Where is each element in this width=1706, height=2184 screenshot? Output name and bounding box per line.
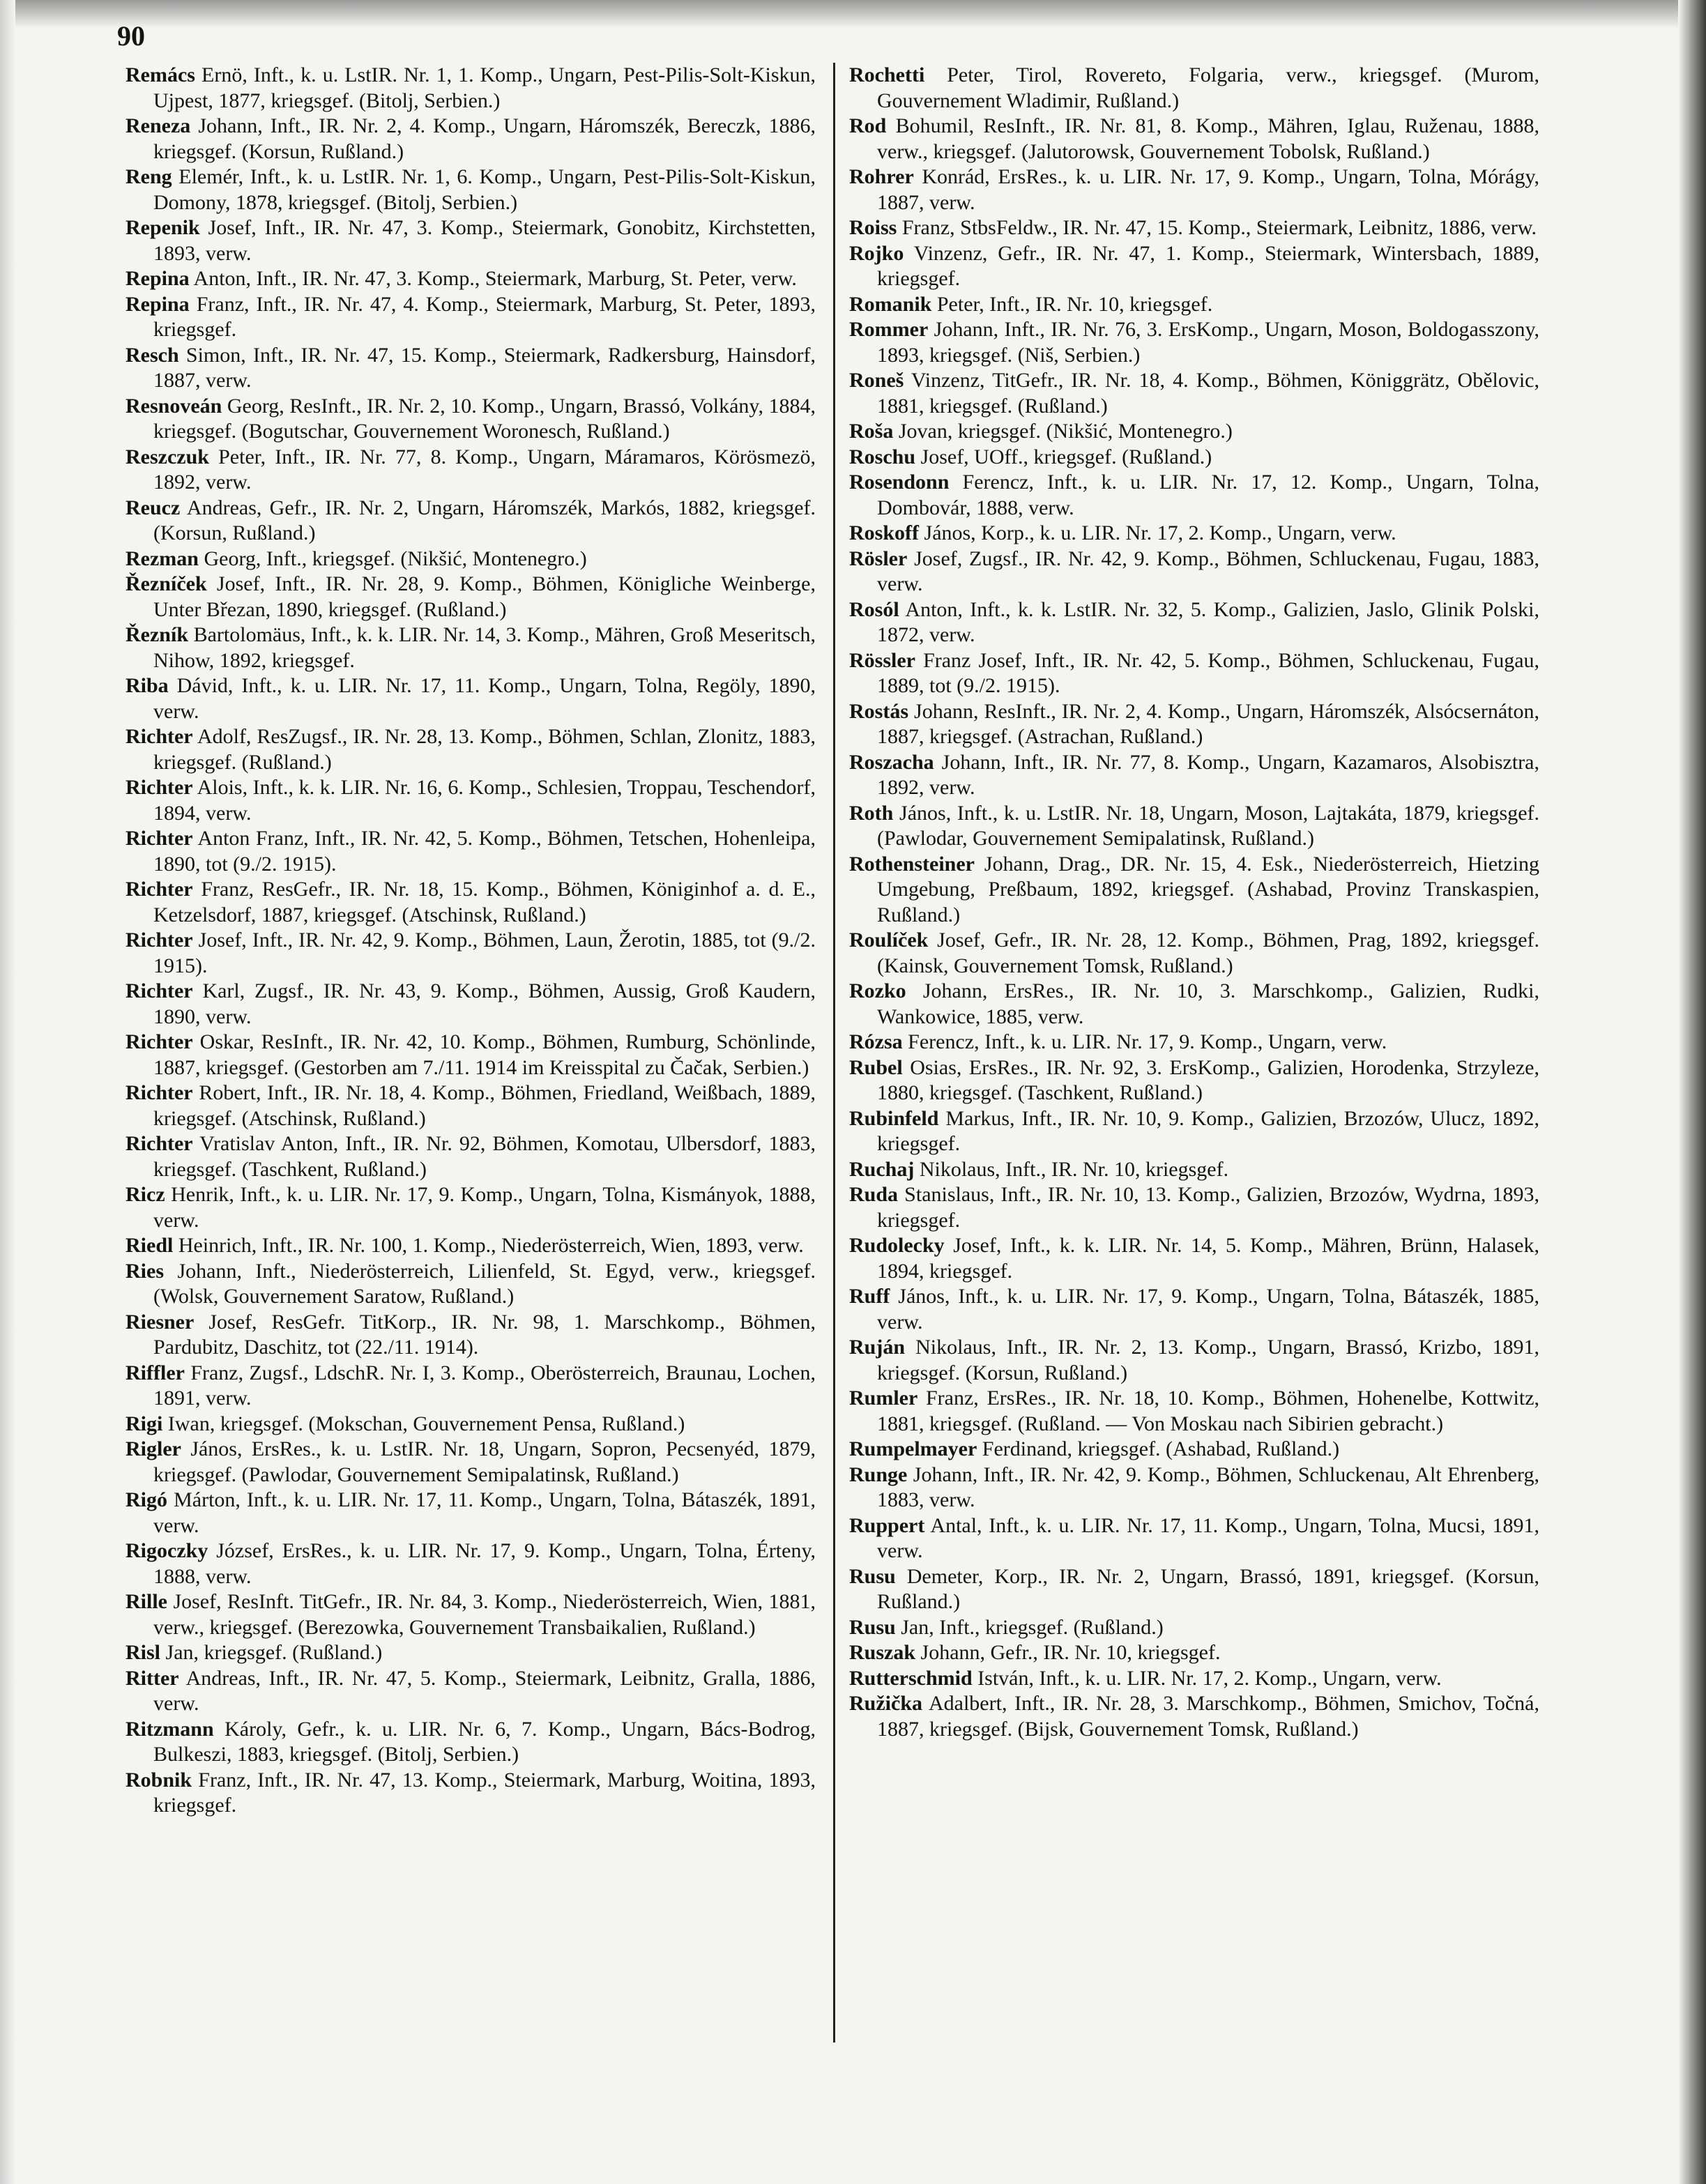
entry-details: Demeter, Korp., IR. Nr. 2, Ungarn, Brassó, 1891, kriegsgef. (Korsun, Rußland.) <box>877 1564 1539 1613</box>
entry-surname: Rösler <box>849 547 908 570</box>
entry-details: Johann, ResInft., IR. Nr. 2, 4. Komp., Ungarn, Háromszék, Alsócsernáton, 1887, kriegsgef. (Astrachan, Rußland.) <box>877 699 1539 748</box>
casualty-entry <box>849 241 1539 292</box>
casualty-entry <box>125 343 816 394</box>
entry-surname: Rudolecky <box>849 1234 945 1257</box>
entry-details: Johann, Drag., DR. Nr. 15, 4. Esk., Niederösterreich, Hietzing Umgebung, Preßbaum, 1892, kriegsgef. (Ashabad, Provinz Transkaspien, Rußland.) <box>877 852 1539 926</box>
casualty-entry <box>125 1361 816 1412</box>
entry-details: János, Korp., k. u. LIR. Nr. 17, 2. Komp., Ungarn, verw. <box>924 521 1396 544</box>
casualty-entry <box>125 1259 816 1310</box>
casualty-entry <box>849 521 1539 547</box>
casualty-entry <box>125 1412 816 1437</box>
casualty-entry <box>125 445 816 496</box>
entry-details: Henrik, Inft., k. u. LIR. Nr. 17, 9. Komp., Ungarn, Tolna, Kismányok, 1888, verw. <box>153 1183 816 1232</box>
casualty-entry <box>125 1131 816 1182</box>
entry-details: Franz, Inft., IR. Nr. 47, 13. Komp., Steiermark, Marburg, Woitina, 1893, kriegsgef. <box>153 1768 816 1817</box>
casualty-entry <box>849 419 1539 445</box>
entry-surname: Ruff <box>849 1285 890 1308</box>
entry-surname: Risl <box>125 1641 161 1664</box>
entry-details: Karl, Zugsf., IR. Nr. 43, 9. Komp., Böhmen, Aussig, Groß Kaudern, 1890, verw. <box>153 979 816 1028</box>
entry-surname: Riffler <box>125 1361 185 1384</box>
entry-details: Nikolaus, Inft., IR. Nr. 10, kriegsgef. <box>919 1157 1229 1181</box>
casualty-entry <box>849 597 1539 648</box>
entry-details: Ferencz, Inft., k. u. LIR. Nr. 17, 9. Komp., Ungarn, verw. <box>908 1030 1387 1053</box>
entry-details: Osias, ErsRes., IR. Nr. 92, 3. ErsKomp., Galizien, Horodenka, Strzyleze, 1880, kriegsgef. (Taschkent, Rußland.) <box>877 1055 1539 1104</box>
casualty-entry <box>125 623 816 673</box>
entry-details: Markus, Inft., IR. Nr. 10, 9. Komp., Galizien, Brzozów, Ulucz, 1892, kriegsgef. <box>877 1106 1539 1155</box>
entry-details: Johann, Inft., IR. Nr. 76, 3. ErsKomp., Ungarn, Moson, Boldogasszony, 1893, kriegsgef. (Niš, Serbien.) <box>877 318 1539 367</box>
entry-surname: Řezník <box>125 623 188 646</box>
entry-details: Vratislav Anton, Inft., IR. Nr. 92, Böhmen, Komotau, Ulbersdorf, 1883, kriegsgef. (Taschkent, Rußland.) <box>153 1132 816 1181</box>
casualty-entry <box>849 1106 1539 1157</box>
entry-surname: Resnoveán <box>125 394 222 418</box>
entry-details: István, Inft., k. u. LIR. Nr. 17, 2. Komp., Ungarn, verw. <box>977 1666 1442 1690</box>
entry-details: Ferencz, Inft., k. u. LIR. Nr. 17, 12. Komp., Ungarn, Tolna, Dombovár, 1888, verw. <box>877 471 1539 519</box>
casualty-entry <box>125 292 816 343</box>
entry-surname: Rezman <box>125 547 199 570</box>
entry-details: Andreas, Inft., IR. Nr. 47, 5. Komp., Steiermark, Leibnitz, Gralla, 1886, verw. <box>153 1666 816 1715</box>
entry-surname: Rózsa <box>849 1030 903 1053</box>
entry-details: Simon, Inft., IR. Nr. 47, 15. Komp., Steiermark, Radkersburg, Hainsdorf, 1887, verw. <box>153 343 816 392</box>
entry-surname: Reneza <box>125 114 191 137</box>
entry-surname: Rigó <box>125 1488 167 1511</box>
casualty-entry <box>849 979 1539 1030</box>
scan-shadow-top <box>0 0 1706 28</box>
entry-details: Johann, ErsRes., IR. Nr. 10, 3. Marschkomp., Galizien, Rudki, Wankowice, 1885, verw. <box>877 979 1540 1028</box>
entry-surname: Richter <box>125 725 193 748</box>
entry-details: János, ErsRes., k. u. LstIR. Nr. 18, Ungarn, Sopron, Pecsenyéd, 1879, kriegsgef. (Pawlodar, Gouvernement Semipalatinsk, Rußland.) <box>153 1437 816 1486</box>
entry-surname: Rohrer <box>849 165 914 188</box>
entry-surname: Roneš <box>849 369 904 392</box>
entry-details: Josef, Zugsf., IR. Nr. 42, 9. Komp., Böhmen, Schluckenau, Fugau, 1883, verw. <box>877 547 1539 595</box>
entry-surname: Rutterschmid <box>849 1666 973 1690</box>
entry-details: Josef, Inft., IR. Nr. 28, 9. Komp., Böhmen, Königliche Weinberge, Unter Březan, 1890, kriegsgef. (Rußland.) <box>153 572 816 621</box>
casualty-entry <box>125 1666 816 1717</box>
entry-details: Johann, Gefr., IR. Nr. 10, kriegsgef. <box>920 1641 1221 1664</box>
entry-surname: Richter <box>125 878 193 901</box>
entry-surname: Roša <box>849 420 894 443</box>
entry-details: Jan, kriegsgef. (Rußland.) <box>165 1641 383 1664</box>
entry-surname: Ruchaj <box>849 1157 915 1181</box>
casualty-entry <box>849 1691 1539 1742</box>
entry-surname: Ruda <box>849 1183 899 1206</box>
entry-surname: Rozko <box>849 979 906 1002</box>
entry-surname: Richter <box>125 979 193 1002</box>
entry-details: Alois, Inft., k. k. LIR. Nr. 16, 6. Komp., Schlesien, Troppau, Teschendorf, 1894, verw. <box>153 776 816 825</box>
column-divider <box>833 63 835 2042</box>
entry-details: Robert, Inft., IR. Nr. 18, 4. Komp., Böhmen, Friedland, Weißbach, 1889, kriegsgef. (Atschinsk, Rußland.) <box>153 1081 816 1130</box>
casualty-entry <box>849 317 1539 368</box>
entry-details: Ernö, Inft., k. u. LstIR. Nr. 1, 1. Komp., Ungarn, Pest-Pilis-Solt-Kiskun, Ujpest, 1877, kriegsgef. (Bitolj, Serbien.) <box>153 63 816 112</box>
entry-surname: Robnik <box>125 1768 192 1792</box>
scan-shadow-left <box>0 0 15 2184</box>
entry-details: Anton, Inft., k. k. LstIR. Nr. 32, 5. Komp., Galizien, Jaslo, Glinik Polski, 1872, verw. <box>877 597 1539 646</box>
casualty-entry <box>849 1513 1539 1564</box>
entry-surname: Roulíček <box>849 929 929 952</box>
casualty-entry <box>849 1437 1539 1463</box>
entry-surname: Richter <box>125 827 193 850</box>
entry-surname: Rubel <box>849 1055 903 1079</box>
casualty-entry <box>125 215 816 266</box>
entry-surname: Ruppert <box>849 1513 925 1537</box>
entry-surname: Repina <box>125 292 190 316</box>
entry-details: Heinrich, Inft., IR. Nr. 100, 1. Komp., Niederösterreich, Wien, 1893, verw. <box>178 1234 804 1257</box>
casualty-entry <box>125 1437 816 1488</box>
entry-details: Peter, Inft., IR. Nr. 77, 8. Komp., Ungarn, Máramaros, Körösmezö, 1892, verw. <box>153 445 816 494</box>
entry-surname: Richter <box>125 929 193 952</box>
entry-surname: Rössler <box>849 648 915 672</box>
entry-details: Josef, Gefr., IR. Nr. 28, 12. Komp., Böhmen, Prag, 1892, kriegsgef. (Kainsk, Gouvernement Tomsk, Rußland.) <box>877 929 1539 977</box>
entry-details: Nikolaus, Inft., IR. Nr. 2, 13. Komp., Ungarn, Brassó, Krizbo, 1891, kriegsgef. (Korsun, Rußland.) <box>877 1336 1540 1384</box>
entry-surname: Reucz <box>125 496 181 519</box>
casualty-entry <box>849 1157 1539 1183</box>
entry-surname: Romanik <box>849 292 932 316</box>
entry-surname: Richter <box>125 1030 193 1053</box>
casualty-entry <box>849 114 1539 165</box>
entry-surname: Ružička <box>849 1692 922 1715</box>
entry-details: Antal, Inft., k. u. LIR. Nr. 17, 11. Komp., Ungarn, Tolna, Mucsi, 1891, verw. <box>877 1513 1539 1562</box>
entry-surname: Richter <box>125 776 193 799</box>
entry-details: Johann, Inft., Niederösterreich, Lilienfeld, St. Egyd, verw., kriegsgef. (Wolsk, Gouvernement Saratow, Rußland.) <box>153 1259 816 1308</box>
casualty-entry <box>849 1335 1539 1386</box>
left-column <box>125 63 816 1819</box>
entry-surname: Riba <box>125 674 169 697</box>
entry-details: Stanislaus, Inft., IR. Nr. 10, 13. Komp., Galizien, Brzozów, Wydrna, 1893, kriegsgef. <box>877 1183 1540 1232</box>
entry-details: Georg, ResInft., IR. Nr. 2, 10. Komp., Ungarn, Brassó, Volkány, 1884, kriegsgef. (Bogutschar, Gouvernement Woronesch, Rußland.) <box>153 394 816 443</box>
casualty-entry <box>849 1284 1539 1335</box>
entry-details: Oskar, ResInft., IR. Nr. 42, 10. Komp., Böhmen, Rumburg, Schönlinde, 1887, kriegsgef. (Gestorben am 7./11. 1914 im Kreisspital zu Čačak, Serbien.) <box>153 1030 816 1079</box>
entry-details: Adalbert, Inft., IR. Nr. 28, 3. Marschkomp., Böhmen, Smichov, Točná, 1887, kriegsgef. (Bijsk, Gouvernement Tomsk, Rußland.) <box>877 1692 1539 1741</box>
entry-surname: Rumler <box>849 1387 918 1410</box>
entry-details: Elemér, Inft., k. u. LstIR. Nr. 1, 6. Komp., Ungarn, Pest-Pilis-Solt-Kiskun, Domony, 1878, kriegsgef. (Bitolj, Serbien.) <box>153 165 816 214</box>
entry-surname: Rigi <box>125 1412 163 1435</box>
entry-surname: Rumpelmayer <box>849 1437 977 1460</box>
casualty-entry <box>125 775 816 826</box>
casualty-entry <box>125 673 816 724</box>
casualty-entry <box>125 979 816 1030</box>
entry-details: Johann, Inft., IR. Nr. 77, 8. Komp., Ungarn, Kazamaros, Alsobisztra, 1892, verw. <box>877 750 1539 799</box>
entry-surname: Roiss <box>849 216 897 239</box>
casualty-entry <box>849 1055 1539 1106</box>
entry-surname: Ruján <box>849 1336 906 1359</box>
entry-surname: Rille <box>125 1590 167 1613</box>
entry-details: Márton, Inft., k. u. LIR. Nr. 17, 11. Komp., Ungarn, Tolna, Bátaszék, 1891, verw. <box>153 1488 816 1537</box>
entry-details: Vinzenz, TitGefr., IR. Nr. 18, 4. Komp., Böhmen, Königgrätz, Obělovic, 1881, kriegsgef. (Rußland.) <box>877 369 1539 418</box>
casualty-entry <box>849 699 1539 750</box>
casualty-entry <box>849 1463 1539 1513</box>
casualty-entry <box>125 63 816 114</box>
entry-details: Adolf, ResZugsf., IR. Nr. 28, 13. Komp., Böhmen, Schlan, Zlonitz, 1883, kriegsgef. (Rußland.) <box>153 725 816 774</box>
entry-details: Franz Josef, Inft., IR. Nr. 42, 5. Komp., Böhmen, Schluckenau, Fugau, 1889, tot (9./2. 1915). <box>877 648 1540 697</box>
entry-surname: Repenik <box>125 216 200 239</box>
entry-details: Jovan, kriegsgef. (Nikšić, Montenegro.) <box>898 420 1233 443</box>
entry-surname: Rosendonn <box>849 471 950 494</box>
entry-surname: Rochetti <box>849 63 925 86</box>
entry-details: Peter, Tirol, Rovereto, Folgaria, verw., kriegsgef. (Murom, Gouvernement Wladimir, Rußland.) <box>877 63 1540 112</box>
casualty-entry <box>849 1233 1539 1284</box>
entry-details: Franz, ResGefr., IR. Nr. 18, 15. Komp., Böhmen, Königinhof a. d. E., Ketzelsdorf, 1887, kriegsgef. (Atschinsk, Rußland.) <box>153 878 816 926</box>
entry-surname: Rothensteiner <box>849 852 975 876</box>
casualty-entry <box>849 368 1539 419</box>
casualty-entry <box>125 572 816 623</box>
entry-details: József, ErsRes., k. u. LIR. Nr. 17, 9. Komp., Ungarn, Tolna, Érteny, 1888, verw. <box>153 1539 816 1588</box>
casualty-entry <box>849 1615 1539 1641</box>
entry-surname: Rod <box>849 114 887 137</box>
entry-details: Josef, ResGefr. TitKorp., IR. Nr. 98, 1. Marschkomp., Böhmen, Pardubitz, Daschitz, tot (22./11. 1914). <box>153 1310 816 1359</box>
entry-surname: Rigoczky <box>125 1539 208 1562</box>
entry-details: Josef, Inft., k. k. LIR. Nr. 14, 5. Komp., Mähren, Brünn, Halasek, 1894, kriegsgef. <box>877 1234 1540 1283</box>
entry-details: Dávid, Inft., k. u. LIR. Nr. 17, 11. Komp., Ungarn, Tolna, Regöly, 1890, verw. <box>153 674 816 723</box>
casualty-entry <box>849 165 1539 215</box>
entry-details: Bohumil, ResInft., IR. Nr. 81, 8. Komp., Mähren, Iglau, Ruženau, 1888, verw., kriegsgef. (Jalutorowsk, Gouvernement Tobolsk, Rußland.) <box>877 114 1539 163</box>
entry-surname: Riesner <box>125 1310 195 1334</box>
entry-surname: Richter <box>125 1081 193 1104</box>
entry-surname: Ries <box>125 1259 164 1283</box>
entry-details: Franz, ErsRes., IR. Nr. 18, 10. Komp., Böhmen, Hohenelbe, Kottwitz, 1881, kriegsgef. (Rußland. — Von Moskau nach Sibirien gebracht.) <box>877 1387 1540 1435</box>
casualty-entry <box>849 801 1539 852</box>
entry-surname: Remács <box>125 63 195 86</box>
casualty-entry <box>125 547 816 572</box>
entry-details: Anton Franz, Inft., IR. Nr. 42, 5. Komp., Böhmen, Tetschen, Hohenleipa, 1890, tot (9./2. 1915). <box>153 827 816 876</box>
entry-surname: Rusu <box>849 1564 896 1588</box>
entry-surname: Rubinfeld <box>849 1106 939 1130</box>
entry-details: János, Inft., k. u. LIR. Nr. 17, 9. Komp., Ungarn, Tolna, Bátaszék, 1885, verw. <box>877 1285 1540 1334</box>
entry-details: Johann, Inft., IR. Nr. 2, 4. Komp., Ungarn, Háromszék, Bereczk, 1886, kriegsgef. (Korsun, Rußland.) <box>153 114 816 163</box>
entry-details: Bartolomäus, Inft., k. k. LIR. Nr. 14, 3. Komp., Mähren, Groß Meseritsch, Nihow, 1892, kriegsgef. <box>153 623 816 672</box>
entry-surname: Richter <box>125 1132 193 1155</box>
entry-surname: Reng <box>125 165 172 188</box>
casualty-entry <box>125 1080 816 1131</box>
entry-details: János, Inft., k. u. LstIR. Nr. 18, Ungarn, Moson, Lajtakáta, 1879, kriegsgef. (Pawlodar, Gouvernement Semipalatinsk, Rußland.) <box>877 801 1540 850</box>
casualty-entry <box>849 928 1539 979</box>
entry-surname: Riedl <box>125 1234 174 1257</box>
entry-details: Josef, Inft., IR. Nr. 47, 3. Komp., Steiermark, Gonobitz, Kirchstetten, 1893, verw. <box>153 216 816 265</box>
casualty-entry <box>849 1386 1539 1437</box>
entry-surname: Reszczuk <box>125 445 209 468</box>
entry-details: Jan, Inft., kriegsgef. (Rußland.) <box>901 1615 1164 1639</box>
casualty-entry <box>125 496 816 547</box>
right-column <box>849 63 1539 1742</box>
casualty-entry <box>849 215 1539 241</box>
casualty-entry <box>125 724 816 775</box>
casualty-entry <box>125 1182 816 1233</box>
casualty-entry <box>125 266 816 292</box>
casualty-entry <box>849 648 1539 699</box>
entry-details: Andreas, Gefr., IR. Nr. 2, Ungarn, Háromszék, Markós, 1882, kriegsgef. (Korsun, Rußland.) <box>153 496 816 544</box>
casualty-entry <box>849 292 1539 318</box>
entry-surname: Rusu <box>849 1615 896 1639</box>
entry-details: Franz, Inft., IR. Nr. 47, 4. Komp., Steiermark, Marburg, St. Peter, 1893, kriegsgef. <box>153 292 816 341</box>
entry-surname: Repina <box>125 267 190 290</box>
casualty-entry <box>125 1717 816 1768</box>
entry-surname: Rojko <box>849 241 904 265</box>
casualty-entry <box>849 1182 1539 1233</box>
entry-surname: Runge <box>849 1463 908 1486</box>
entry-surname: Roth <box>849 801 894 825</box>
casualty-entry <box>125 165 816 215</box>
entry-surname: Řezníček <box>125 572 207 595</box>
casualty-entry <box>125 1030 816 1080</box>
casualty-entry <box>849 445 1539 471</box>
entry-surname: Rostás <box>849 699 909 723</box>
scan-shadow-right <box>1678 0 1706 2184</box>
page-number: 90 <box>117 20 145 52</box>
entry-details: Peter, Inft., IR. Nr. 10, kriegsgef. <box>936 292 1213 316</box>
casualty-entry <box>849 1666 1539 1692</box>
entry-surname: Ritter <box>125 1666 179 1690</box>
casualty-entry <box>849 547 1539 597</box>
casualty-entry <box>125 928 816 979</box>
casualty-entry <box>125 1768 816 1819</box>
casualty-entry <box>125 826 816 877</box>
entry-details: Franz, StbsFeldw., IR. Nr. 47, 15. Komp., Steiermark, Leibnitz, 1886, verw. <box>901 216 1537 239</box>
casualty-entry <box>125 114 816 165</box>
entry-details: Georg, Inft., kriegsgef. (Nikšić, Montenegro.) <box>204 547 587 570</box>
entry-surname: Roszacha <box>849 750 934 774</box>
casualty-entry <box>849 63 1539 114</box>
casualty-entry <box>125 1233 816 1259</box>
entry-details: Konrád, ErsRes., k. u. LIR. Nr. 17, 9. Komp., Ungarn, Tolna, Mórágy, 1887, verw. <box>877 165 1540 214</box>
entry-surname: Resch <box>125 343 179 367</box>
casualty-entry <box>849 1030 1539 1055</box>
casualty-entry <box>849 1640 1539 1666</box>
entry-surname: Rigler <box>125 1437 181 1460</box>
entry-details: Josef, ResInft. TitGefr., IR. Nr. 84, 3. Komp., Niederösterreich, Wien, 1881, verw., kriegsgef. (Berezowka, Gouvernement Transbaikalien, Rußland.) <box>153 1590 816 1639</box>
entry-details: Johann, Inft., IR. Nr. 42, 9. Komp., Böhmen, Schluckenau, Alt Ehrenberg, 1883, verw. <box>877 1463 1540 1511</box>
entry-details: Franz, Zugsf., LdschR. Nr. I, 3. Komp., Oberösterreich, Braunau, Lochen, 1891, verw. <box>153 1361 816 1410</box>
casualty-entry <box>849 750 1539 801</box>
casualty-entry <box>125 1589 816 1640</box>
casualty-entry <box>125 1640 816 1666</box>
casualty-entry <box>125 877 816 928</box>
entry-details: Vinzenz, Gefr., IR. Nr. 47, 1. Komp., Steiermark, Wintersbach, 1889, kriegsgef. <box>877 241 1539 290</box>
entry-surname: Ricz <box>125 1183 165 1206</box>
casualty-entry <box>849 470 1539 521</box>
casualty-entry <box>125 1538 816 1589</box>
entry-details: Ferdinand, kriegsgef. (Ashabad, Rußland.) <box>982 1437 1340 1460</box>
casualty-entry <box>849 1564 1539 1615</box>
entry-surname: Roskoff <box>849 521 920 544</box>
entry-surname: Rommer <box>849 318 929 341</box>
casualty-entry <box>125 1488 816 1538</box>
casualty-entry <box>849 852 1539 929</box>
casualty-entry <box>125 1310 816 1361</box>
entry-details: Károly, Gefr., k. u. LIR. Nr. 6, 7. Komp., Ungarn, Bács-Bodrog, Bulkeszi, 1883, kriegsgef. (Bitolj, Serbien.) <box>153 1717 816 1766</box>
entry-details: Anton, Inft., IR. Nr. 47, 3. Komp., Steiermark, Marburg, St. Peter, verw. <box>193 267 797 290</box>
entry-surname: Rosól <box>849 597 899 621</box>
entry-surname: Ruszak <box>849 1641 916 1664</box>
entry-surname: Ritzmann <box>125 1717 214 1741</box>
entry-surname: Roschu <box>849 445 916 468</box>
entry-details: Iwan, kriegsgef. (Mokschan, Gouvernement Pensa, Rußland.) <box>167 1412 685 1435</box>
entry-details: Josef, Inft., IR. Nr. 42, 9. Komp., Böhmen, Laun, Žerotin, 1885, tot (9./2. 1915). <box>153 929 816 977</box>
casualty-entry <box>125 394 816 445</box>
entry-details: Josef, UOff., kriegsgef. (Rußland.) <box>920 445 1212 468</box>
